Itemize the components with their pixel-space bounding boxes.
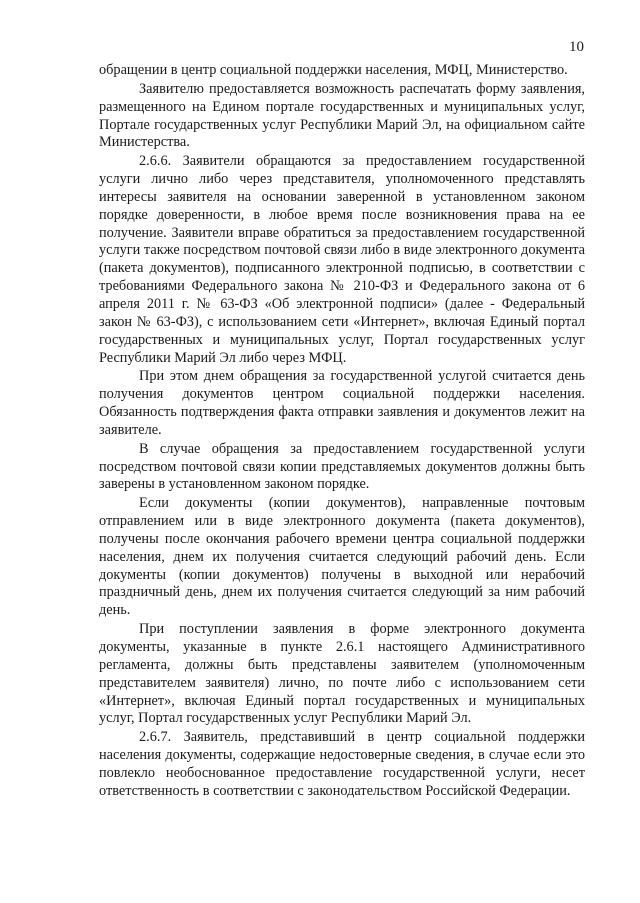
paragraph-continuation: обращении в центр социальной поддержки населения, МФЦ, Министерство. <box>99 62 568 78</box>
page-number: 10 <box>569 39 584 55</box>
paragraph-2-6-7: 2.6.7. Заявитель, представивший в центр социальной поддержки населения документы, содержащие недостоверные сведения, в случае если это повлекло необоснованное предоставление государственной услуги, несет ответственность в соответствии с законодательством Российской Федерации. <box>99 729 585 799</box>
paragraph-2-6-6: 2.6.6. Заявители обращаются за предоставлением государственной услуги лично либо через представителя, уполномоченного представлять интересы заявителя на основании заверенной в установленном законом порядке доверенности, в любое время после возникновения права на ее получение. Заявители вправе обратиться за предоставлением государственной услуги также посредством почтовой связи либо в виде электронного документа (пакета документов), подписанного электронной подписью, в соответствии с требованиями Федерального закона № 210-ФЗ и Федерального закона от 6 апреля 2011 г. № 63-ФЗ «Об электронной подписи» (далее - Федеральный закон № 63-ФЗ), с использованием сети «Интернет», включая Единый портал государственных и муниципальных услуг, Портал государственных услуг Республики Марий Эл либо через МФЦ. <box>99 153 585 366</box>
paragraph-postal-copies: В случае обращения за предоставлением государственной услуги посредством почтовой связи копии представляемых документов должны быть заверены в установленном законом порядке. <box>99 440 585 493</box>
paragraph-application-date: При этом днем обращения за государственной услугой считается день получения документов центром социальной поддержки населения. Обязанность подтверждения факта отправки заявления и документов лежит на заявителе. <box>99 368 585 438</box>
paragraph-after-hours: Если документы (копии документов), направленные почтовым отправлением или в виде электронного документа (пакета документов), получены после окончания рабочего времени центра социальной поддержки населения, днем их получения считается следующий рабочий день. Если документы (копии документов) получены в выходной или нерабочий праздничный день, днем их получения считается следующий за ним рабочий день. <box>99 495 585 619</box>
document-body <box>99 62 585 802</box>
paragraph-print-form: Заявителю предоставляется возможность распечатать форму заявления, размещенного на Едином портале государственных и муниципальных услуг, Портале государственных услуг Республики Марий Эл, на официальном сайте Министерства. <box>99 80 585 151</box>
paragraph-electronic-submission: При поступлении заявления в форме электронного документа документы, указанные в пункте 2.6.1 настоящего Административного регламента, должны быть представлены заявителем (уполномоченным представителем заявителя) лично, по почте либо с использованием сети «Интернет», включая Единый портал государственных и муниципальных услуг, Портал государственных услуг Республики Марий Эл. <box>99 621 585 727</box>
